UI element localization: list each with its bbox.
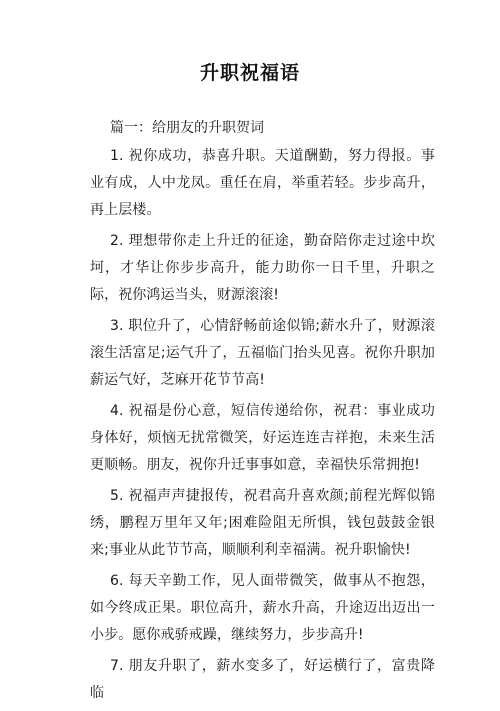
document-body bbox=[90, 143, 435, 711]
paragraph-5: 5. 祝福声声捷报传，祝君高升喜欢颜;前程光辉似锦绣，鹏程万里年又年;困难险阻无所惧，钱包鼓鼓金银来;事业从此节节高，顺顺利利幸福满。祝升职愉快! bbox=[90, 488, 435, 558]
paragraph-6: 6. 每天辛勤工作，见人面带微笑，做事从不抱怨，如今终成正果。职位高升，薪水升高，升途迈出迈出一小步。愿你戒骄戒躁，继续努力，步步高升! bbox=[90, 573, 435, 643]
paragraph-1: 1. 祝你成功，恭喜升职。天道酬勤，努力得报。事业有成，人中龙凤。重任在肩，举重若轻。步步高升，再上层楼。 bbox=[90, 148, 435, 218]
paragraph-2: 2. 理想带你走上升迁的征途，勤奋陪你走过途中坎坷，才华让你步步高升，能力助你一日千里，升职之际，祝你鸿运当头，财源滚滚! bbox=[90, 233, 435, 303]
paragraph-3: 3. 职位升了，心情舒畅前途似锦;薪水升了，财源滚滚生活富足;运气升了，五福临门抬头见喜。祝你升职加薪运气好，芝麻开花节节高! bbox=[90, 318, 435, 388]
document-title: 升职祝福语 bbox=[199, 62, 300, 84]
section-heading: 篇一：给朋友的升职贺词 bbox=[110, 120, 264, 136]
paragraph-4: 4. 祝福是份心意，短信传递给你，祝君：事业成功身体好，烦恼无扰常微笑，好运连连吉祥抱，未来生活更顺畅。朋友，祝你升迁事事如意，幸福快乐常拥抱! bbox=[90, 403, 435, 473]
paragraph-7: 7. 朋友升职了，薪水变多了，好运横行了，富贵降临 bbox=[90, 658, 435, 701]
